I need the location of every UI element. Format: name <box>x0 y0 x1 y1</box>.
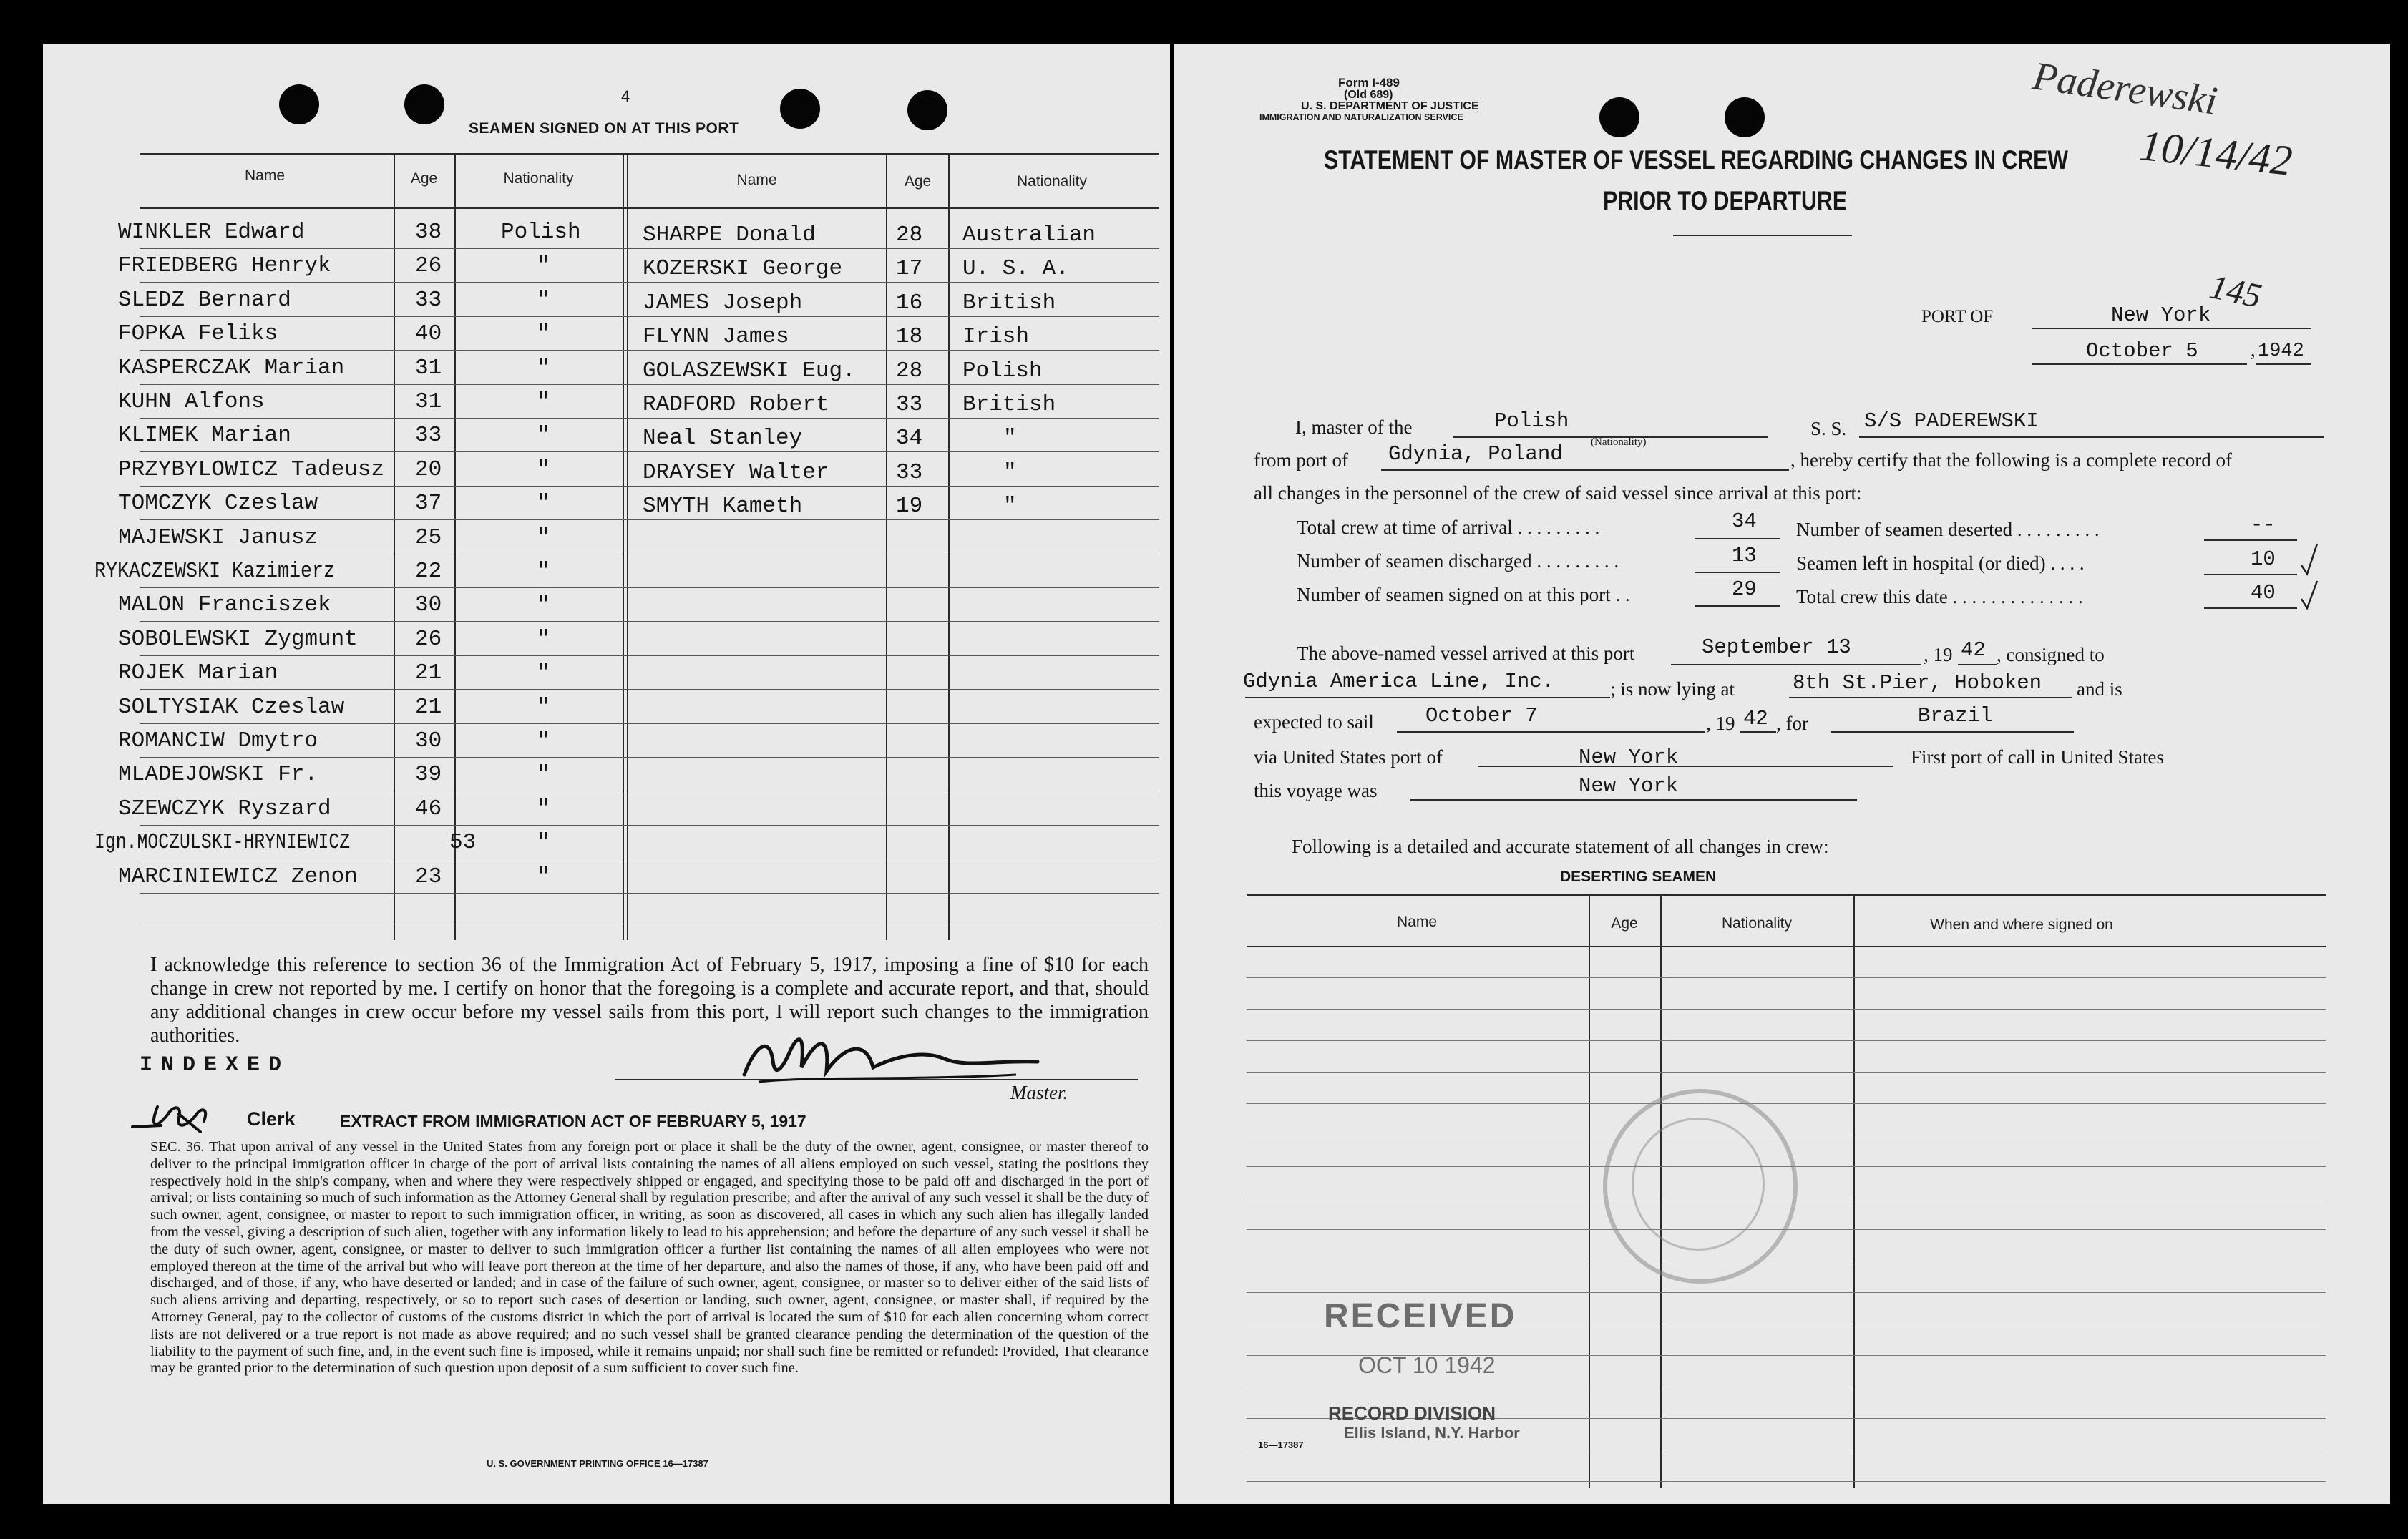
form-number: 16—17387 <box>1258 1440 1304 1450</box>
seaman-age: 22 <box>415 559 442 584</box>
seaman-nationality: Irish <box>962 324 1030 350</box>
table-header-rule <box>140 207 1159 209</box>
seaman-nationality: " <box>537 456 550 482</box>
circular-stamp-inner <box>1632 1118 1765 1251</box>
row-rule <box>140 486 1159 487</box>
and-is-text: and is <box>2077 678 2122 700</box>
seaman-nationality: " <box>537 864 550 889</box>
lying-underline <box>1789 697 2072 698</box>
seaman-age: 33 <box>896 459 923 485</box>
ss-label: S. S. <box>1810 418 1847 439</box>
seaman-name: KLIMEK Marian <box>118 423 291 449</box>
page-mark: 145 <box>2206 268 2265 316</box>
form-title-line1: STATEMENT OF MASTER OF VESSEL REGARDING CHANGES IN CREW <box>1324 145 2069 175</box>
deserting-divider <box>1853 894 1855 1488</box>
seaman-name: SOLTYSIAK Czeslaw <box>118 694 345 720</box>
deserting-header-age: Age <box>1611 915 1638 932</box>
seaman-age: 31 <box>415 355 442 381</box>
seaman-name: ROMANCIW Dmytro <box>118 728 318 753</box>
seaman-name: KOZERSKI George <box>643 256 843 282</box>
total-arrival-value: 34 <box>1732 509 1757 533</box>
master-of-label: I, master of the <box>1295 416 1413 438</box>
deserting-row-rule <box>1247 1072 2326 1073</box>
column-divider <box>454 153 456 940</box>
punch-hole <box>1599 97 1639 137</box>
first-call-text: First port of call in United States <box>1911 746 2164 768</box>
seaman-name: ROJEK Marian <box>118 660 278 686</box>
seaman-name: MLADEJOWSKI Fr. <box>118 762 318 788</box>
deserting-row-rule <box>1247 1481 2326 1482</box>
deserting-row-rule <box>1247 1009 2326 1010</box>
seaman-age: 46 <box>415 796 442 821</box>
seaman-age: 31 <box>415 389 442 414</box>
seaman-name: GOLASZEWSKI Eug. <box>643 358 856 383</box>
arrived-value: September 13 <box>1702 635 1851 659</box>
seaman-name: MARCINIEWICZ Zenon <box>118 864 358 889</box>
nationality-value: Polish <box>1494 409 1569 433</box>
consignee-value: Gdynia America Line, Inc. <box>1243 670 1555 693</box>
column-divider <box>394 153 395 940</box>
seaman-nationality: " <box>537 287 550 313</box>
seaman-nationality: " <box>537 796 550 821</box>
lying-value: 8th St.Pier, Hoboken <box>1793 671 2042 695</box>
row-rule <box>140 384 1159 385</box>
total-arrival-underline <box>1695 538 1780 539</box>
arrived-underline <box>1671 664 1921 665</box>
seaman-name: JAMES Joseph <box>643 290 803 316</box>
seaman-nationality: " <box>1003 494 1017 519</box>
row-rule <box>140 248 1159 249</box>
column-header-nationality: Nationality <box>503 170 574 187</box>
department: U. S. DEPARTMENT OF JUSTICE <box>1301 100 1479 112</box>
seaman-nationality: " <box>537 491 550 517</box>
title-underline <box>1673 235 1852 236</box>
seaman-name: SHARPE Donald <box>643 223 816 248</box>
row-rule <box>140 418 1159 419</box>
arrived-year-underline <box>1958 664 1997 665</box>
seaman-name: TOMCZYK Czeslaw <box>118 491 318 517</box>
deserting-row-rule <box>1247 1103 2326 1104</box>
handwritten-date: 10/14/42 <box>2138 122 2295 185</box>
deserting-row-rule <box>1247 1040 2326 1041</box>
seaman-age: 30 <box>415 728 442 753</box>
clerk-label: Clerk <box>247 1108 296 1130</box>
arrived-year-prefix: , 19 <box>1924 644 1953 665</box>
seaman-nationality: " <box>537 321 550 347</box>
seaman-age: 37 <box>415 491 442 517</box>
seaman-nationality: " <box>537 762 550 788</box>
indexed-stamp: INDEXED <box>140 1053 291 1078</box>
seaman-name: SZEWCZYK Ryszard <box>118 796 331 821</box>
signed-on-underline <box>1695 605 1780 607</box>
seaman-age: 20 <box>415 456 442 482</box>
seaman-nationality: Australian <box>962 223 1096 248</box>
row-rule <box>140 689 1159 690</box>
deserting-row-rule <box>1247 1292 2326 1293</box>
seaman-age: 40 <box>415 321 442 347</box>
deserted-underline <box>2204 539 2297 541</box>
deserting-divider <box>1589 894 1590 1488</box>
seaman-nationality: British <box>962 290 1056 316</box>
seaman-name: FRIEDBERG Henryk <box>118 253 331 279</box>
seaman-age: 25 <box>415 524 442 550</box>
seaman-nationality: " <box>537 660 550 686</box>
seaman-name: FLYNN James <box>643 324 789 350</box>
seaman-name: Neal Stanley <box>643 426 803 451</box>
punch-hole <box>1725 97 1765 137</box>
seaman-nationality: " <box>537 830 550 856</box>
hospital-underline <box>2204 574 2297 575</box>
seaman-nationality: " <box>537 559 550 584</box>
left-page <box>43 44 1170 1504</box>
acknowledgement-text: I acknowledge this reference to section 36 of the Immigration Act of February 5, 1917, imposing a fine of $10 for each change in crew not reported by me. I certify on honor that the foregoing is a complete and accurate report, and that, should any additional changes in crew occur before my vessel sails from this port, I will report such changes to the immigration authorities. <box>150 954 1149 1047</box>
seaman-nationality: " <box>537 694 550 720</box>
seaman-age: 28 <box>896 358 923 383</box>
row-rule <box>140 757 1159 758</box>
stamp-location: Ellis Island, N.Y. Harbor <box>1344 1424 1520 1442</box>
deserting-top-rule <box>1247 894 2326 896</box>
form-old-number: (Old 689) <box>1344 89 1393 101</box>
total-arrival-label: Total crew at time of arrival . . . . . . . . . <box>1297 517 1600 538</box>
service: IMMIGRATION AND NATURALIZATION SERVICE <box>1259 112 1463 122</box>
seaman-age: 33 <box>415 287 442 313</box>
nationality-caption: (Nationality) <box>1591 436 1647 448</box>
table-top-rule <box>140 153 1159 155</box>
seaman-name: DRAYSEY Walter <box>643 459 829 485</box>
column-header-age: Age <box>904 173 932 190</box>
for-text: , for <box>1776 713 1808 734</box>
seaman-nationality: Polish <box>962 358 1043 383</box>
punch-hole <box>404 84 444 124</box>
seaman-age: 53 <box>449 830 477 856</box>
deserting-header-rule <box>1247 946 2326 947</box>
seaman-age: 33 <box>896 392 923 417</box>
seaman-name: MALON Franciszek <box>118 592 331 618</box>
row-rule <box>140 451 1159 452</box>
certify-text: , hereby certify that the following is a complete record of <box>1790 449 2233 471</box>
expected-label: expected to sail <box>1254 711 1374 733</box>
row-rule <box>140 723 1159 724</box>
date-comma: , <box>2251 339 2256 361</box>
row-rule <box>140 316 1159 317</box>
seaman-age: 17 <box>896 256 923 282</box>
punch-hole <box>907 90 947 130</box>
punch-hole <box>279 84 319 124</box>
row-rule <box>140 655 1159 656</box>
seaman-age: 21 <box>415 660 442 686</box>
seaman-name: RADFORD Robert <box>643 392 829 417</box>
discharged-underline <box>1695 572 1780 573</box>
seaman-age: 26 <box>415 626 442 652</box>
from-port-underline <box>1381 469 1789 471</box>
seaman-name: WINKLER Edward <box>118 220 305 245</box>
column-divider <box>627 153 628 940</box>
stamp-division: RECORD DIVISION <box>1328 1402 1496 1424</box>
seaman-nationality: " <box>537 626 550 652</box>
lying-text: ; is now lying at <box>1610 678 1735 700</box>
date-underline <box>2032 363 2247 365</box>
seaman-name: SLEDZ Bernard <box>118 287 291 313</box>
clerk-initials <box>129 1093 243 1143</box>
via-label: via United States port of <box>1254 746 1443 768</box>
signed-on-label: Number of seamen signed on at this port . . <box>1297 584 1630 605</box>
year-underline <box>2256 363 2311 365</box>
consignee-underline <box>1245 697 1610 698</box>
seaman-age: 28 <box>896 223 923 248</box>
year-value: 1942 <box>2258 341 2304 362</box>
expected-year-prefix: , 19 <box>1706 713 1735 734</box>
all-changes-text: all changes in the personnel of the crew of said vessel since arrival at this port: <box>1254 482 1862 504</box>
via-underline <box>1478 766 1893 767</box>
destination-underline <box>1831 731 2074 733</box>
seaman-age: 19 <box>896 494 923 519</box>
total-date-value: 40 <box>2251 581 2276 605</box>
discharged-value: 13 <box>1732 544 1757 567</box>
seaman-nationality: British <box>962 392 1056 417</box>
extract-title: EXTRACT FROM IMMIGRATION ACT OF FEBRUARY 5, 1917 <box>340 1112 806 1130</box>
seaman-age: 23 <box>415 864 442 889</box>
arrived-label: The above-named vessel arrived at this port <box>1297 643 1635 664</box>
right-page <box>1174 44 2390 1504</box>
seaman-age: 39 <box>415 762 442 788</box>
seaman-name: KUHN Alfons <box>118 389 265 414</box>
section-title: SEAMEN SIGNED ON AT THIS PORT <box>469 120 739 137</box>
total-date-underline <box>2204 607 2297 609</box>
row-rule <box>140 825 1159 826</box>
column-divider <box>886 153 887 940</box>
seaman-age: 33 <box>415 423 442 449</box>
column-header-nationality: Nationality <box>1016 173 1088 190</box>
column-header-age: Age <box>410 170 438 187</box>
total-date-label: Total crew this date . . . . . . . . . . . . . . <box>1796 586 2083 607</box>
hospital-value: 10 <box>2251 547 2276 571</box>
handwritten-vessel-name: Paderewski <box>2029 54 2221 124</box>
form-id: Form I-489 <box>1338 76 1400 89</box>
destination-value: Brazil <box>1918 704 1993 728</box>
vessel-value: S/S PADEREWSKI <box>1864 409 2039 433</box>
signed-on-value: 29 <box>1732 577 1757 601</box>
row-rule <box>140 621 1159 622</box>
seaman-age: 16 <box>896 290 923 316</box>
expected-year: 42 <box>1743 707 1768 731</box>
stamp-date: OCT 10 1942 <box>1358 1352 1496 1378</box>
voyage-value: New York <box>1579 774 1679 798</box>
seaman-name: PRZYBYLOWICZ Tadeusz <box>118 456 385 482</box>
following-text: Following is a detailed and accurate statement of all changes in crew: <box>1292 836 1829 857</box>
deserting-row-rule <box>1247 977 2326 978</box>
seaman-nationality: " <box>1003 426 1017 451</box>
deserted-label: Number of seamen deserted . . . . . . . . . <box>1796 519 2100 540</box>
row-rule <box>140 587 1159 588</box>
stamp-received: RECEIVED <box>1324 1297 1517 1335</box>
arrived-year: 42 <box>1961 638 1986 662</box>
seaman-age: 21 <box>415 694 442 720</box>
expected-year-underline <box>1740 731 1776 733</box>
page-number: 4 <box>621 87 630 105</box>
deserting-title: DESERTING SEAMEN <box>1560 869 1717 885</box>
seaman-nationality: Polish <box>501 220 581 245</box>
form-title-line2: PRIOR TO DEPARTURE <box>1603 186 1848 215</box>
seaman-nationality: " <box>1003 459 1017 485</box>
seaman-nationality: " <box>537 389 550 414</box>
consigned-text: , consigned to <box>1997 644 2105 665</box>
punch-hole <box>780 89 820 129</box>
master-label: Master. <box>1010 1082 1068 1103</box>
seaman-age: 38 <box>415 220 442 245</box>
port-label: PORT OF <box>1921 307 1994 326</box>
column-header-name: Name <box>736 172 777 188</box>
seaman-name: SMYTH Kameth <box>643 494 803 519</box>
discharged-label: Number of seamen discharged . . . . . . . . . <box>1297 550 1619 572</box>
seaman-nationality: " <box>537 355 550 381</box>
via-value: New York <box>1579 746 1679 769</box>
column-divider <box>948 153 950 940</box>
seaman-nationality: " <box>537 524 550 550</box>
from-port-label: from port of <box>1254 449 1348 471</box>
hospital-label: Seamen left in hospital (or died) . . . . <box>1796 552 2085 574</box>
row-rule <box>140 350 1159 351</box>
expected-underline <box>1397 731 1705 733</box>
seaman-name: RYKACZEWSKI Kazimierz <box>94 559 335 584</box>
vessel-underline <box>1859 436 2324 438</box>
seaman-nationality: " <box>537 728 550 753</box>
seaman-nationality: U. S. A. <box>962 256 1069 282</box>
seaman-age: 18 <box>896 324 923 350</box>
seaman-age: 30 <box>415 592 442 618</box>
seaman-name: SOBOLEWSKI Zygmunt <box>118 626 358 652</box>
check-mark <box>2297 538 2321 617</box>
deserted-value: -- <box>2251 513 2276 537</box>
column-divider <box>623 153 624 940</box>
seaman-nationality: " <box>537 253 550 279</box>
seaman-name: Ign.MOCZULSKI-HRYNIEWICZ <box>94 830 351 856</box>
column-header-name: Name <box>244 167 286 184</box>
seaman-age: 26 <box>415 253 442 279</box>
printing-office: U. S. GOVERNMENT PRINTING OFFICE 16—17387 <box>487 1458 708 1469</box>
extract-text: SEC. 36. That upon arrival of any vessel in the United States from any foreign port or place it shall be the duty of the owner, agent, consignee, or master thereof to deliver to the principal immigration officer in charge of the port of arrival lists containing the names of all aliens employed on such vessel, stating the positions they respectively hold in the ship's company, when and where they were respectively shipped or engaged, and specifying those to be paid off and discharged in the port of arrival; or lists containing so much of such information as the Attorney General shall by regulation prescribe; and after the arrival of any such vessel it shall be the duty of such owner, agent, consignee, or master to report to such immigration officer, in writing, as soon as discovered, all cases in which any such alien has illegally landed from the vessel, giving a description of such alien, together with any information likely to lead to his apprehension; and before the departure of any such vessel it shall be the duty of such owner, agent, consignee, or master to deliver to such immigration officer a further list containing the names of all alien employees who were not employed thereon at the time of the arrival but who will leave port thereon at the time of her departure, and also the names of those, if any, who have been paid off and discharged, and of those, if any, who have deserted or landed; and in case of the failure of such owner, agent, consignee, or master so to deliver either of the said lists of such aliens arriving and departing, respectively, or so to report such cases of desertion or landing, such owner, agent, consignee, or master shall, if required by the Attorney General, pay to the collector of customs of the customs district in which the port of arrival is located the sum of $10 for each alien concerning whom correct lists are not delivered or a true report is not made as above required; and no such vessel shall be granted clearance pending the determination of the question of the liability to the payment of such fine, and, in the event such fine is imposed, while it remains unpaid; nor shall such fine be remitted or refunded: Provided, That clearance may be granted prior to the determination of such question upon deposit of a sum sufficient to cover such fine. <box>150 1139 1149 1377</box>
seaman-name: MAJEWSKI Janusz <box>118 524 318 550</box>
seaman-age: 34 <box>896 426 923 451</box>
row-rule <box>140 519 1159 520</box>
deserting-header-nationality: Nationality <box>1721 915 1793 932</box>
expected-value: October 7 <box>1425 704 1538 728</box>
row-rule <box>140 282 1159 283</box>
deserting-header-signed-on: When and where signed on <box>1930 917 2113 933</box>
date-value: October 5 <box>2086 339 2198 363</box>
seaman-nationality: " <box>537 592 550 618</box>
deserting-header-name: Name <box>1396 914 1438 930</box>
port-underline <box>2032 328 2311 329</box>
from-port-value: Gdynia, Poland <box>1388 442 1563 466</box>
seaman-name: KASPERCZAK Marian <box>118 355 345 381</box>
voyage-underline <box>1410 799 1857 801</box>
seaman-name: FOPKA Feliks <box>118 321 278 347</box>
port-value: New York <box>2111 303 2211 327</box>
voyage-label: this voyage was <box>1254 780 1378 801</box>
row-rule <box>140 893 1159 894</box>
seaman-nationality: " <box>537 423 550 449</box>
